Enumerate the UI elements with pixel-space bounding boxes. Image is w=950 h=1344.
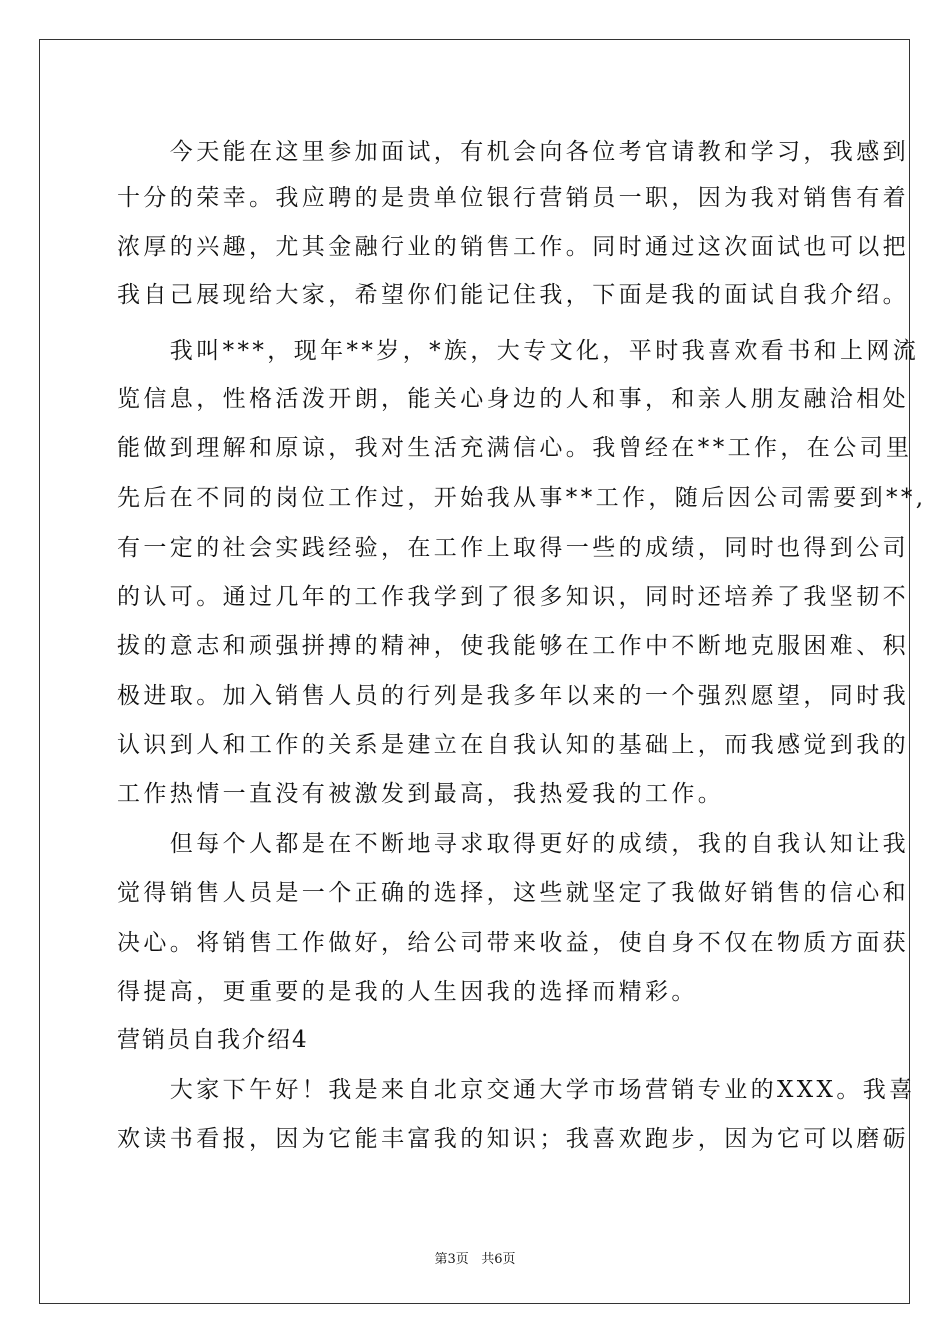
total-pages: 共6页 [481, 1252, 516, 1267]
text-line: 览信息，性格活泼开朗，能关心身边的人和事，和亲人朋友融洽相处 [117, 386, 909, 412]
text-line: 我叫***，现年**岁，*族，大专文化，平时我喜欢看书和上网流 [117, 338, 920, 364]
page-footer [0, 1248, 950, 1267]
text-line: 我自己展现给大家，希望你们能记住我，下面是我的面试自我介绍。 [117, 282, 909, 308]
footer-gap [469, 1252, 481, 1267]
text-line: 十分的荣幸。我应聘的是贵单位银行营销员一职，因为我对销售有着 [117, 185, 909, 211]
page-border [39, 39, 927, 1304]
text-line: 有一定的社会实践经验，在工作上取得一些的成绩，同时也得到公司 [117, 535, 909, 561]
text-line: 决心。将销售工作做好，给公司带来收益，使自身不仅在物质方面获 [117, 930, 909, 956]
text-line: 认识到人和工作的关系是建立在自我认知的基础上，而我感觉到我的 [117, 732, 909, 758]
text-line: 浓厚的兴趣，尤其金融行业的销售工作。同时通过这次面试也可以把 [117, 234, 909, 260]
text-line: 今天能在这里参加面试，有机会向各位考官请教和学习，我感到 [117, 139, 909, 165]
text-line: 但每个人都是在不断地寻求取得更好的成绩，我的自我认知让我 [117, 831, 909, 857]
text-line: 拔的意志和顽强拼搏的精神，使我能够在工作中不断地克服困难、积 [117, 633, 909, 659]
section-heading: 营销员自我介绍4 [117, 1027, 309, 1053]
text-line: 的认可。通过几年的工作我学到了很多知识，同时还培养了我坚韧不 [117, 584, 909, 610]
text-line: 能做到理解和原谅，我对生活充满信心。我曾经在**工作，在公司里 [117, 435, 913, 461]
text-line: 工作热情一直没有被激发到最高，我热爱我的工作。 [117, 781, 725, 807]
text-line: 得提高，更重要的是我的人生因我的选择而精彩。 [117, 979, 698, 1005]
text-line: 极进取。加入销售人员的行列是我多年以来的一个强烈愿望，同时我 [117, 683, 909, 709]
text-line: 先后在不同的岗位工作过，开始我从事**工作，随后因公司需要到**, [117, 485, 927, 511]
text-line: 大家下午好！我是来自北京交通大学市场营销专业的XXX。我喜 [117, 1077, 916, 1103]
page-number: 第3页 [434, 1252, 469, 1267]
text-line: 欢读书看报，因为它能丰富我的知识；我喜欢跑步，因为它可以磨砺 [117, 1126, 909, 1152]
text-line: 觉得销售人员是一个正确的选择，这些就坚定了我做好销售的信心和 [117, 880, 909, 906]
